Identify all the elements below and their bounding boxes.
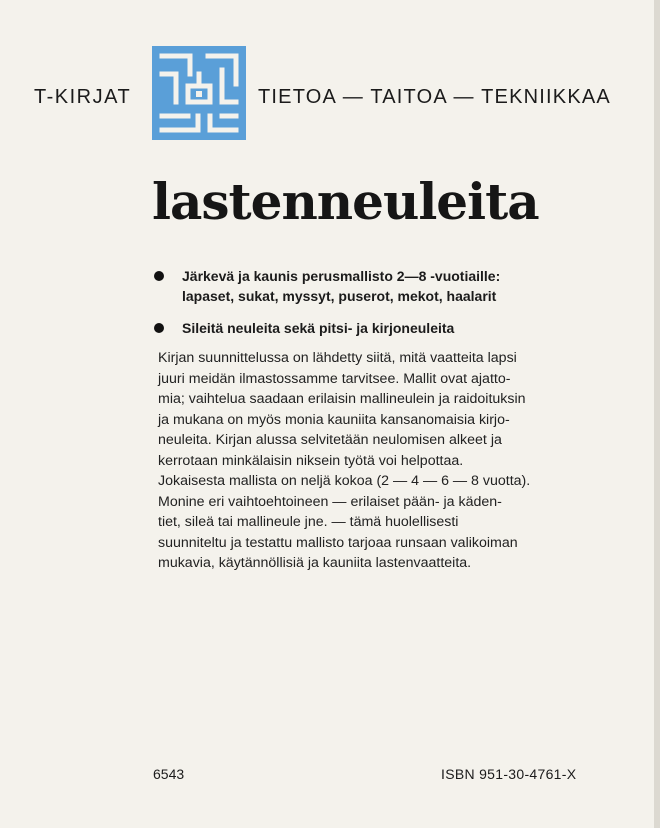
bullet-icon bbox=[154, 323, 164, 333]
feature-line: Sileitä neuleita sekä pitsi- ja kirjoneuleita bbox=[182, 320, 455, 336]
book-title: lastenneuleita bbox=[152, 172, 539, 231]
description-line: ja mukana on myös monia kauniita kansanomaisia kirjo- bbox=[158, 411, 510, 428]
product-code: 6543 bbox=[153, 766, 185, 782]
description-line: mia; vaihtelua saadaan erilaisin mallineulein ja raidoituksin bbox=[158, 391, 526, 407]
bullet-icon bbox=[154, 271, 164, 281]
series-tagline: TIETOA — TAITOA — TEKNIIKKAA bbox=[258, 86, 611, 108]
description-line: Jokaisesta mallista on neljä kokoa (2 — 4 — 6 — 8 vuotta). bbox=[158, 473, 531, 489]
description-line: Kirjan suunnittelussa on lähdetty siitä, mitä vaatteita lapsi bbox=[158, 350, 517, 366]
feature-line: lapaset, sukat, myssyt, puserot, mekot, haalarit bbox=[182, 288, 497, 304]
feature-list bbox=[150, 266, 610, 350]
description-line: suunniteltu ja testattu mallisto tarjoaa runsaan valikoiman bbox=[158, 534, 518, 551]
isbn: ISBN 951-30-4761-X bbox=[441, 766, 577, 782]
description-line: tiet, sileä tai mallineule jne. — tämä huolellisesti bbox=[158, 514, 459, 530]
feature-item bbox=[150, 266, 610, 306]
description-line: mukavia, käytännöllisiä ja kauniita lastenvaatteita. bbox=[158, 555, 472, 571]
description bbox=[158, 348, 598, 574]
description-line: Monine eri vaihtoehtoineen — erilaiset pään- ja käden- bbox=[158, 493, 502, 510]
series-name: T-KIRJAT bbox=[34, 86, 132, 108]
description-line: kerrotaan minkälaisin niksein työtä voi helpottaa. bbox=[158, 452, 464, 469]
feature-line: Järkevä ja kaunis perusmallisto 2—8 -vuotiaille: bbox=[182, 268, 501, 284]
t-kirjat-logo bbox=[152, 46, 246, 140]
feature-item bbox=[150, 318, 610, 338]
description-line: juuri meidän ilmastossamme tarvitsee. Mallit ovat ajatto- bbox=[158, 370, 511, 387]
description-line: neuleita. Kirjan alussa selvitetään neulomisen alkeet ja bbox=[158, 432, 502, 448]
